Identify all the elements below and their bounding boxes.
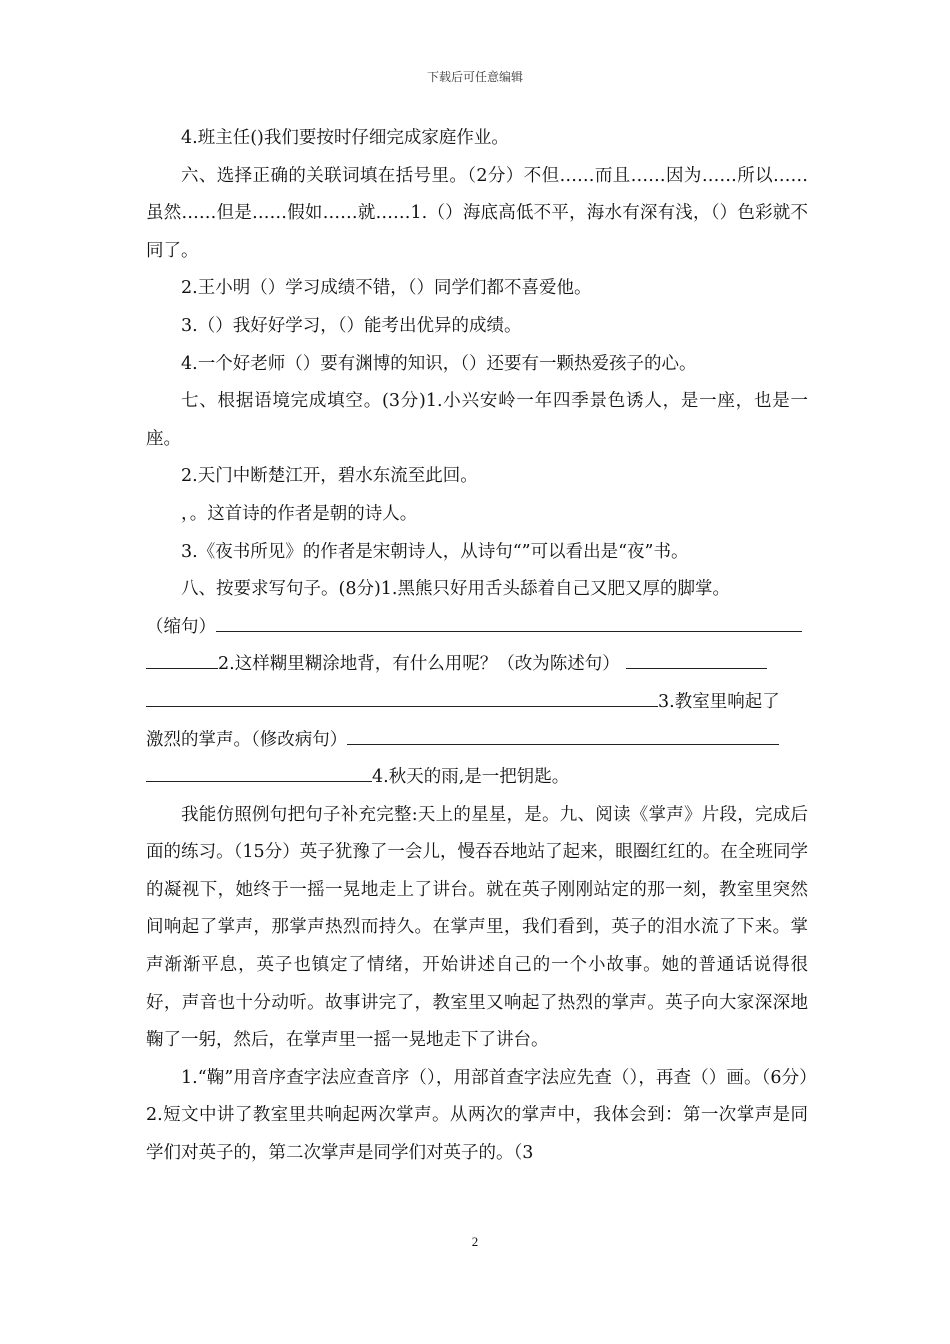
answer-line [146, 609, 808, 647]
answer-line [146, 759, 808, 797]
paragraph: 3.（）我好好学习，（）能考出优异的成绩。 [181, 315, 522, 336]
document-body [146, 120, 808, 1173]
line-label: 4.秋天的雨,是一把钥匙。 [372, 767, 570, 788]
answer-blank[interactable] [146, 759, 372, 782]
paragraph: 4.一个好老师（）要有渊博的知识，（）还要有一颗热爱孩子的心。 [181, 353, 697, 374]
paragraph: ，。这首诗的作者是朝的诗人。 [181, 503, 418, 524]
answer-blank[interactable] [146, 646, 218, 669]
paragraph: 我能仿照例句把句子补充完整:天上的星星，是。九、阅读《掌声》片段，完成后面的练习。（15分）英子犹豫了一会儿，慢吞吞地站了起来，眼圈红红的。在全班同学的凝视下，她终于一摇一晃地走上了讲台。就在英子刚刚站定的那一刻，教室里突然间响起了掌声，那掌声热烈而持久。在掌声里，我们看到，英子的泪水流了下来。掌声渐渐平息，英子也镇定了情绪，开始讲述自己的一个小故事。她的普通话说得很好，声音也十分动听。故事讲完了，教室里又响起了热烈的掌声。英子向大家深深地鞠了一躬，然后，在掌声里一摇一晃地走下了讲台。 [146, 804, 808, 1051]
paragraph: 4.班主任()我们要按时仔细完成家庭作业。 [181, 128, 509, 148]
paragraph: 八、按要求写句子。(8分)1.黑熊只好用舌头舔着自己又肥又厚的脚掌。 [181, 579, 730, 600]
page-number: 2 [471, 1234, 479, 1249]
line-label: 3.教室里响起了 [658, 691, 780, 712]
answer-line [146, 722, 808, 760]
paragraph: 2.王小明（）学习成绩不错，（）同学们都不喜爱他。 [181, 278, 592, 299]
paragraph: 1.“鞠”用音序查字法应查音序（），用部首查字法应先查（），再查（）画。（6分）2.短文中讲了教室里共响起两次掌声。从两次的掌声中，我体会到：第一次掌声是同学们对英子的，第二次掌声是同学们对英子的。（3 [146, 1067, 808, 1164]
answer-blank[interactable] [626, 646, 767, 669]
answer-blank[interactable] [146, 684, 658, 707]
paragraph: 2.天门中断楚江开，碧水东流至此回。 [181, 466, 478, 487]
line-label: 2.这样糊里糊涂地背，有什么用呢？（改为陈述句） [218, 654, 620, 675]
line-label: （缩句） [146, 616, 216, 637]
answer-blank[interactable] [216, 609, 802, 632]
paragraph: 3.《夜书所见》的作者是宋朝诗人，从诗句“”可以看出是“夜”书。 [181, 541, 689, 562]
paragraph: 七、根据语境完成填空。(3分)1.小兴安岭一年四季景色诱人，是一座，也是一座。 [146, 391, 808, 449]
page-header: 下载后可任意编辑 [426, 70, 523, 84]
line-label: 激烈的掌声。（修改病句） [146, 729, 348, 750]
answer-line [146, 684, 808, 722]
answer-blank[interactable] [347, 722, 779, 745]
answer-line [146, 646, 808, 684]
paragraph: 六、选择正确的关联词填在括号里。（2分）不但……而且……因为……所以……虽然……但是……假如……就……1.（）海底高低不平，海水有深有浅，（）色彩就不同了。 [146, 165, 808, 261]
